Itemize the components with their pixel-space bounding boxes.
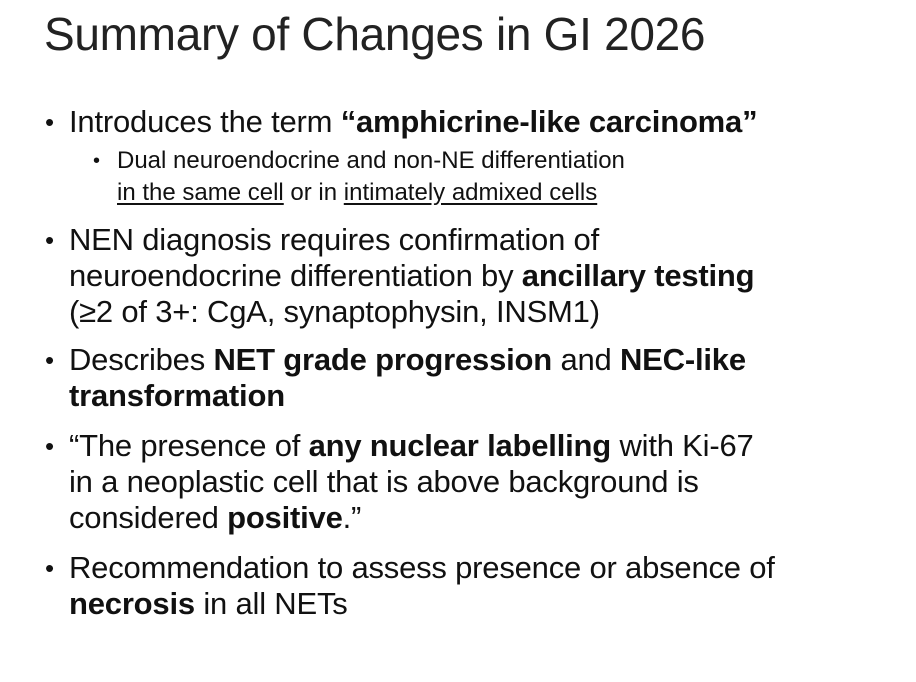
sub-bullet-icon: • [93, 150, 101, 172]
bullet-line: in a neoplastic cell that is above background is [69, 464, 699, 499]
bullet-line [69, 428, 869, 464]
bullet-line [69, 104, 869, 140]
bullet-line: (≥2 of 3+: CgA, synaptophysin, INSM1) [69, 294, 600, 329]
bullet-line: NEN diagnosis requires confirmation of [69, 222, 599, 257]
bullet-line [69, 500, 869, 536]
bullet-line [69, 258, 869, 294]
bold-term: ancillary testing [521, 258, 755, 293]
text-run: Introduces the term [69, 104, 341, 139]
bold-term: any nuclear labelling [308, 428, 612, 463]
bold-term: NEC-like [619, 342, 746, 377]
text-run: or in [283, 179, 344, 206]
bold-term: positive [227, 500, 343, 535]
text-run: neuroendocrine differentiation by [69, 258, 522, 293]
bullet-text [69, 104, 869, 140]
sub-bullet-line [117, 177, 877, 209]
text-run: in all NETs [194, 586, 348, 621]
sub-bullet-text [117, 145, 877, 209]
bold-term: transformation [69, 378, 285, 413]
text-run: .” [342, 500, 362, 535]
text-run: considered [69, 500, 228, 535]
bold-term: “amphicrine-like carcinoma” [340, 104, 758, 139]
text-run: and [552, 342, 620, 377]
slide-title: Summary of Changes in GI 2026 [44, 8, 706, 60]
bullet-icon: • [45, 345, 55, 375]
text-run: “The presence of [69, 428, 309, 463]
bullet-line [69, 586, 869, 622]
bullet-line [69, 342, 869, 378]
bullet-line: Recommendation to assess presence or absence of [69, 550, 775, 585]
bullet-icon: • [45, 431, 55, 461]
underlined-phrase: in the same cell [117, 179, 284, 206]
text-run: with Ki-67 [611, 428, 754, 463]
bold-term: NET grade progression [213, 342, 553, 377]
bold-term: necrosis [69, 586, 195, 621]
bullet-text [69, 428, 869, 536]
bullet-icon: • [45, 225, 55, 255]
bullet-line [69, 378, 869, 414]
underlined-phrase: intimately admixed cells [343, 179, 598, 206]
bullet-icon: • [45, 107, 55, 137]
text-run: Describes [69, 342, 214, 377]
bullet-text [69, 342, 869, 414]
bullet-text [69, 550, 869, 622]
bullet-icon: • [45, 553, 55, 583]
bullet-text [69, 222, 869, 330]
sub-bullet-line: Dual neuroendocrine and non-NE differentiation [117, 147, 625, 174]
